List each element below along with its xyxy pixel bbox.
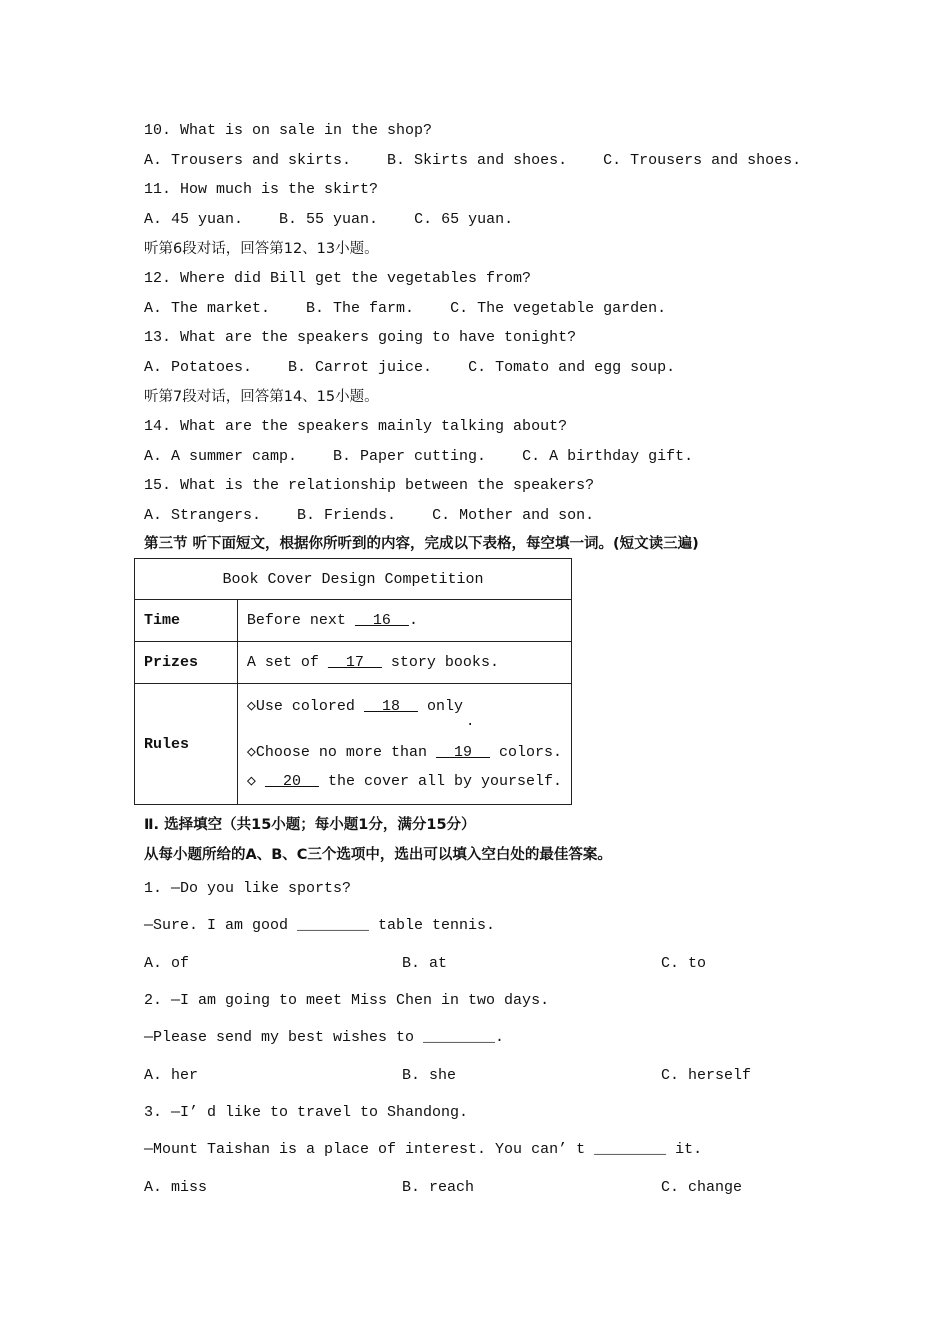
q12-options — [144, 299, 666, 319]
q13-options — [144, 358, 675, 378]
q14-question: 14. What are the speakers mainly talking about? — [144, 418, 568, 435]
dialog6-instruction: 听第6段对话，回答第12、13小题。 — [144, 241, 379, 257]
rule-1-pre: ◇Use colored — [246, 697, 364, 715]
part2-title: Ⅱ. 选择填空（共15小题；每小题1分，满分15分） — [144, 817, 476, 833]
q13-option-c: C. Tomato and egg soup. — [468, 359, 676, 376]
mc-q2-line1: 2. —I am going to meet Miss Chen in two days. — [144, 992, 550, 1009]
q11-option-a: A. 45 yuan. — [144, 211, 244, 228]
mc-q1-options — [144, 954, 706, 974]
rules-label: Rules — [135, 684, 238, 805]
rule-2-pre: ◇Choose no more than — [246, 743, 436, 761]
rule-1-post: only — [417, 697, 463, 715]
mc-q3-line2: —Mount Taishan is a place of interest. You can’ t ________ it. — [144, 1141, 703, 1158]
time-pre: Before next — [246, 612, 355, 629]
mc-q3-options — [144, 1178, 742, 1198]
mc-q1-option-c: C. to — [661, 955, 707, 972]
prizes-label: Prizes — [135, 642, 238, 684]
q15-option-a: A. Strangers. — [144, 507, 262, 524]
section3-heading: 第三节 听下面短文，根据你所听到的内容，完成以下表格，每空填一词。(短文读三遍) — [144, 536, 699, 552]
rule-2 — [247, 743, 562, 763]
time-label: Time — [135, 600, 238, 642]
q11-question: 11. How much is the skirt? — [144, 181, 379, 198]
mc-q1-line2: —Sure. I am good ________ table tennis. — [144, 917, 496, 934]
rule-2-post: colors. — [489, 743, 562, 761]
q12-option-b: B. The farm. — [306, 300, 415, 317]
q11-options — [144, 210, 513, 230]
blank-18: 18 — [363, 697, 418, 715]
part2-instruction: 从每小题所给的A、B、C三个选项中，选出可以填入空白处的最佳答案。 — [144, 847, 612, 863]
mc-q3-option-b: B. reach — [402, 1179, 475, 1196]
q10-option-b: B. Skirts and shoes. — [387, 152, 568, 169]
rule-3-pre: ◇ — [246, 772, 265, 790]
q10-option-a: A. Trousers and skirts. — [144, 152, 352, 169]
competition-table — [134, 558, 572, 805]
q14-option-a: A. A summer camp. — [144, 448, 298, 465]
mc-q1-line1: 1. —Do you like sports? — [144, 880, 352, 897]
q15-question: 15. What is the relationship between the speakers? — [144, 477, 595, 494]
q10-options — [144, 151, 801, 171]
blank-20: 20 — [264, 772, 319, 790]
rules-cell — [237, 684, 571, 805]
rule-3 — [247, 772, 562, 792]
time-post: . — [408, 612, 418, 629]
q14-option-c: C. A birthday gift. — [522, 448, 694, 465]
rule-1 — [247, 697, 562, 717]
mc-q3-line1: 3. —I’ d like to travel to Shandong. — [144, 1104, 469, 1121]
q10-question: 10. What is on sale in the shop? — [144, 122, 433, 139]
q13-option-a: A. Potatoes. — [144, 359, 253, 376]
q14-options — [144, 447, 693, 467]
mc-q2-option-b: B. she — [402, 1067, 457, 1084]
q12-question: 12. Where did Bill get the vegetables from? — [144, 270, 532, 287]
q10-option-c: C. Trousers and shoes. — [603, 152, 802, 169]
prizes-cell — [237, 642, 571, 684]
q15-option-b: B. Friends. — [297, 507, 397, 524]
mc-q2-line2: —Please send my best wishes to ________. — [144, 1029, 505, 1046]
dialog7-instruction: 听第7段对话，回答第14、15小题。 — [144, 389, 379, 405]
q15-option-c: C. Mother and son. — [432, 507, 595, 524]
mc-q1-option-b: B. at — [402, 955, 448, 972]
blank-17: 17 — [327, 654, 382, 671]
q13-question: 13. What are the speakers going to have tonight? — [144, 329, 577, 346]
stray-dot: · — [466, 717, 475, 733]
mc-q3-option-a: A. miss — [144, 1179, 208, 1196]
q12-option-a: A. The market. — [144, 300, 271, 317]
rule-3-post: the cover all by yourself. — [318, 772, 562, 790]
q11-option-b: B. 55 yuan. — [279, 211, 379, 228]
q15-options — [144, 506, 594, 526]
q14-option-b: B. Paper cutting. — [333, 448, 487, 465]
prizes-pre: A set of — [246, 654, 328, 671]
blank-19: 19 — [435, 743, 490, 761]
mc-q2-options — [144, 1066, 751, 1086]
mc-q2-option-a: A. her — [144, 1067, 199, 1084]
prizes-post: story books. — [381, 654, 499, 671]
q11-option-c: C. 65 yuan. — [414, 211, 514, 228]
table-title: Book Cover Design Competition — [135, 559, 572, 600]
blank-16: 16 — [354, 612, 409, 629]
mc-q3-option-c: C. change — [661, 1179, 743, 1196]
mc-q1-option-a: A. of — [144, 955, 190, 972]
mc-q2-option-c: C. herself — [661, 1067, 752, 1084]
q13-option-b: B. Carrot juice. — [288, 359, 433, 376]
time-cell — [237, 600, 571, 642]
q12-option-c: C. The vegetable garden. — [450, 300, 667, 317]
